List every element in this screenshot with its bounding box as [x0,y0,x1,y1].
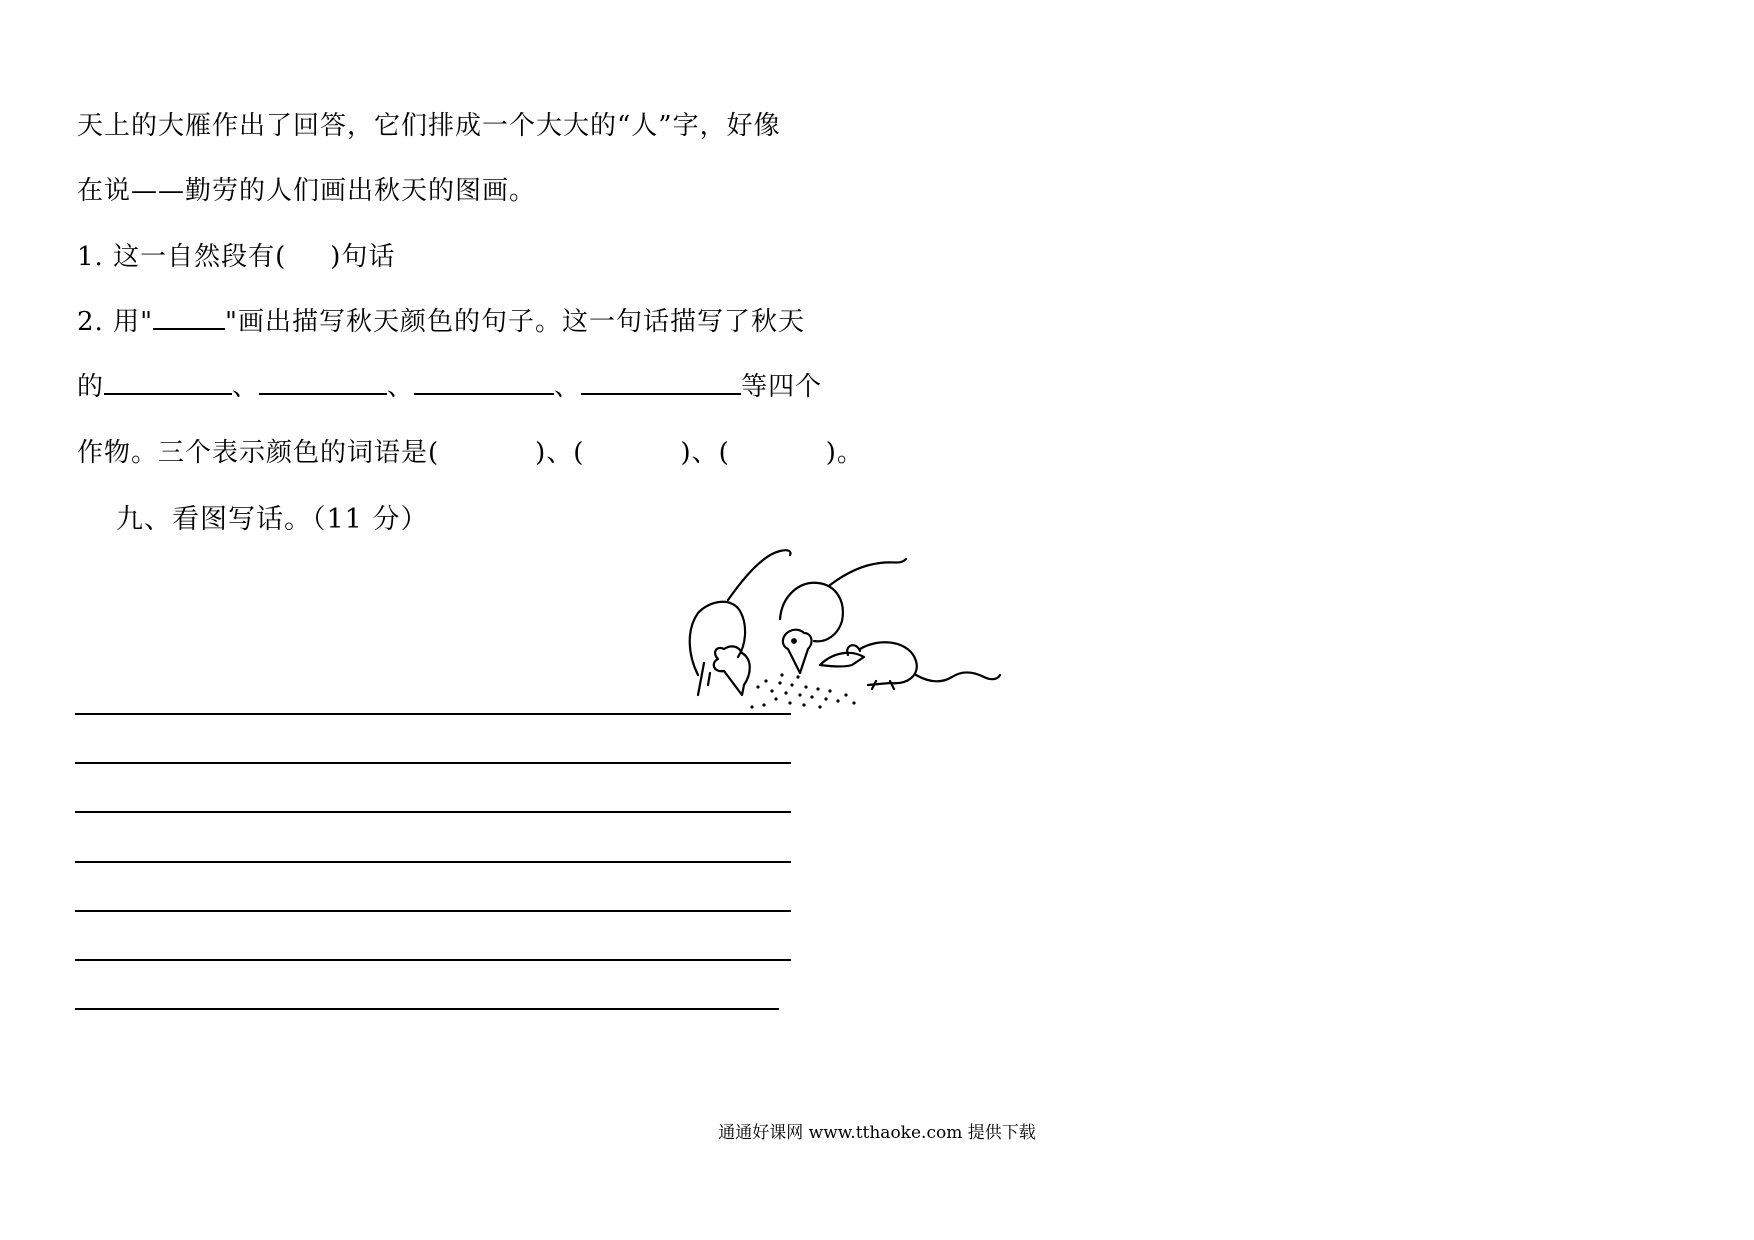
answer-blank-crop-2[interactable] [259,371,387,395]
mouse-middle-eye [792,639,796,643]
question-2-suffix: "画出描写秋天颜色的句子。这一句话描写了秋天 [225,307,805,337]
paren-join: )、( [680,438,730,468]
mouse-middle-tail [830,559,906,585]
writing-line-3[interactable] [75,811,791,813]
mouse-left-body [690,602,745,675]
question-2-line-3-prefix: 作物。三个表示颜色的词语是( [77,438,440,468]
mice-eating-grain-illustration [680,545,1010,715]
answer-blank-crop-1[interactable] [104,371,232,395]
answer-blank-crop-4[interactable] [581,371,741,395]
mouse-right-body [860,642,917,685]
separator: 、 [387,372,415,402]
passage-line-1: 天上的大雁作出了回答，它们排成一个大大的“人”字，好像 [77,111,781,141]
section-nine-title: 九、看图写话。（11 分） [116,504,429,535]
question-1-prefix: 1. 这一自然段有( [77,242,287,272]
question-2-line-3-suffix: )。 [825,438,864,468]
question-1 [77,236,395,273]
question-2-line-1 [77,301,805,338]
question-2-prefix: 2. 用" [77,307,154,337]
separator: 、 [554,372,582,402]
question-2-line-2-suffix: 等四个 [741,372,823,402]
question-2-line-3 [77,432,864,469]
mouse-left-head [714,646,750,695]
mouse-left-leg [698,663,710,695]
mouse-left-tail [728,550,791,600]
answer-blank-crop-3[interactable] [414,371,554,395]
writing-line-6[interactable] [75,959,791,961]
question-1-suffix: )句话 [330,242,396,272]
mouse-right-head [820,653,864,667]
separator: 、 [232,372,260,402]
writing-line-1[interactable] [75,713,791,715]
question-2-line-2 [77,366,822,403]
writing-line-2[interactable] [75,762,791,764]
writing-line-7[interactable] [75,1008,779,1010]
writing-line-4[interactable] [75,861,791,863]
grain-pile [750,673,855,708]
mouse-right-tail [916,672,1000,681]
underline-sample [153,306,225,330]
question-2-line-2-prefix: 的 [77,372,105,402]
footer-credit: 通通好课网 www.tthaoke.com 提供下载 [718,1123,1036,1143]
passage-line-2: 在说——勤劳的人们画出秋天的图画。 [77,176,537,206]
paren-join: )、( [535,438,585,468]
writing-line-5[interactable] [75,910,791,912]
mouse-middle-head [783,630,812,673]
